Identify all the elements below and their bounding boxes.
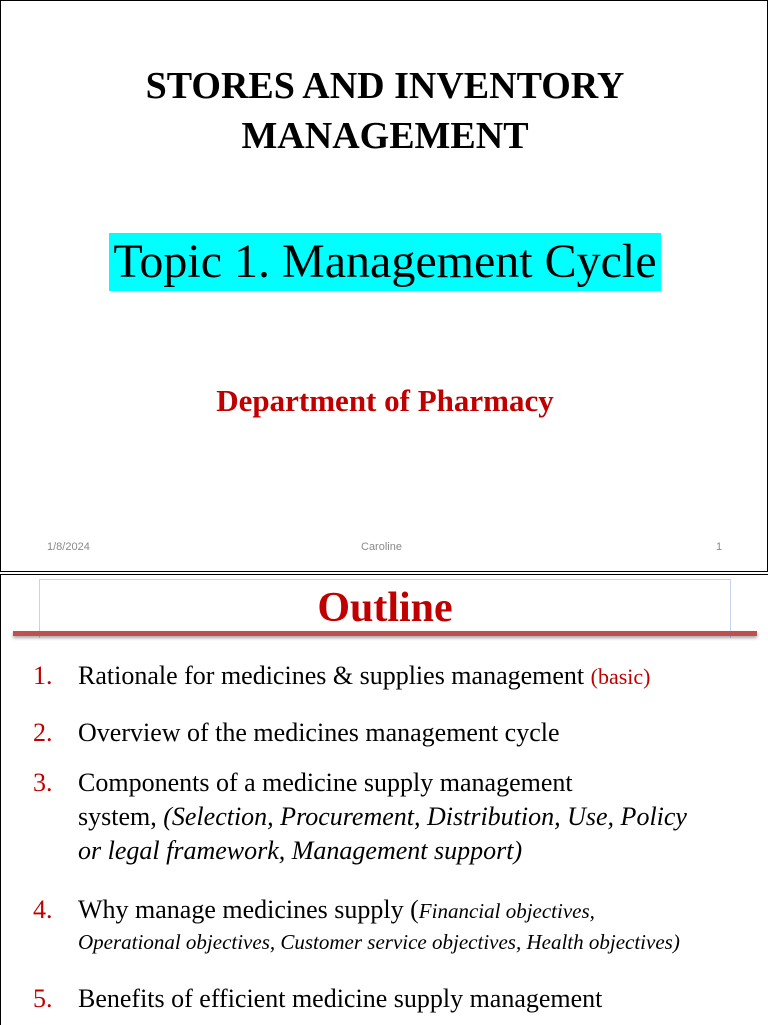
footer-date: 1/8/2024 (47, 541, 90, 553)
item-note: (basic) (590, 664, 651, 689)
item-text: Why manage medicines supply ( (78, 895, 419, 924)
item-number: 2. (33, 718, 53, 747)
item-number: 5. (33, 984, 53, 1013)
item-text: Components of a medicine supply management (78, 768, 573, 797)
item-text: Rationale for medicines & supplies management (78, 661, 591, 690)
course-title (1, 61, 768, 161)
topic-heading: Topic 1. Management Cycle (109, 233, 660, 291)
item-components-list-cont: or legal framework, Management support) (78, 836, 523, 865)
course-title-line2: MANAGEMENT (241, 115, 529, 157)
item-text: Overview of the medicines management cycle (78, 718, 560, 747)
item-number: 4. (33, 895, 53, 924)
item-objectives-cont: Operational objectives, Customer service objectives, Health objectives) (78, 930, 680, 954)
outline-slide (0, 574, 768, 1025)
department-name: Department of Pharmacy (216, 383, 554, 418)
item-text: Benefits of efficient medicine supply management (78, 984, 603, 1013)
footer-author: Caroline (361, 541, 402, 553)
course-title-line1: STORES AND INVENTORY (145, 65, 625, 107)
outline-title: Outline (317, 585, 453, 631)
item-number: 1. (33, 661, 53, 690)
title-divider (13, 631, 757, 636)
item-components-list: (Selection, Procurement, Distribution, Use, Policy (163, 802, 687, 831)
item-text-cont: system, (78, 802, 164, 831)
item-number: 3. (33, 768, 53, 797)
footer-page-number: 1 (716, 541, 723, 553)
item-objectives: Financial objectives, (418, 899, 595, 923)
